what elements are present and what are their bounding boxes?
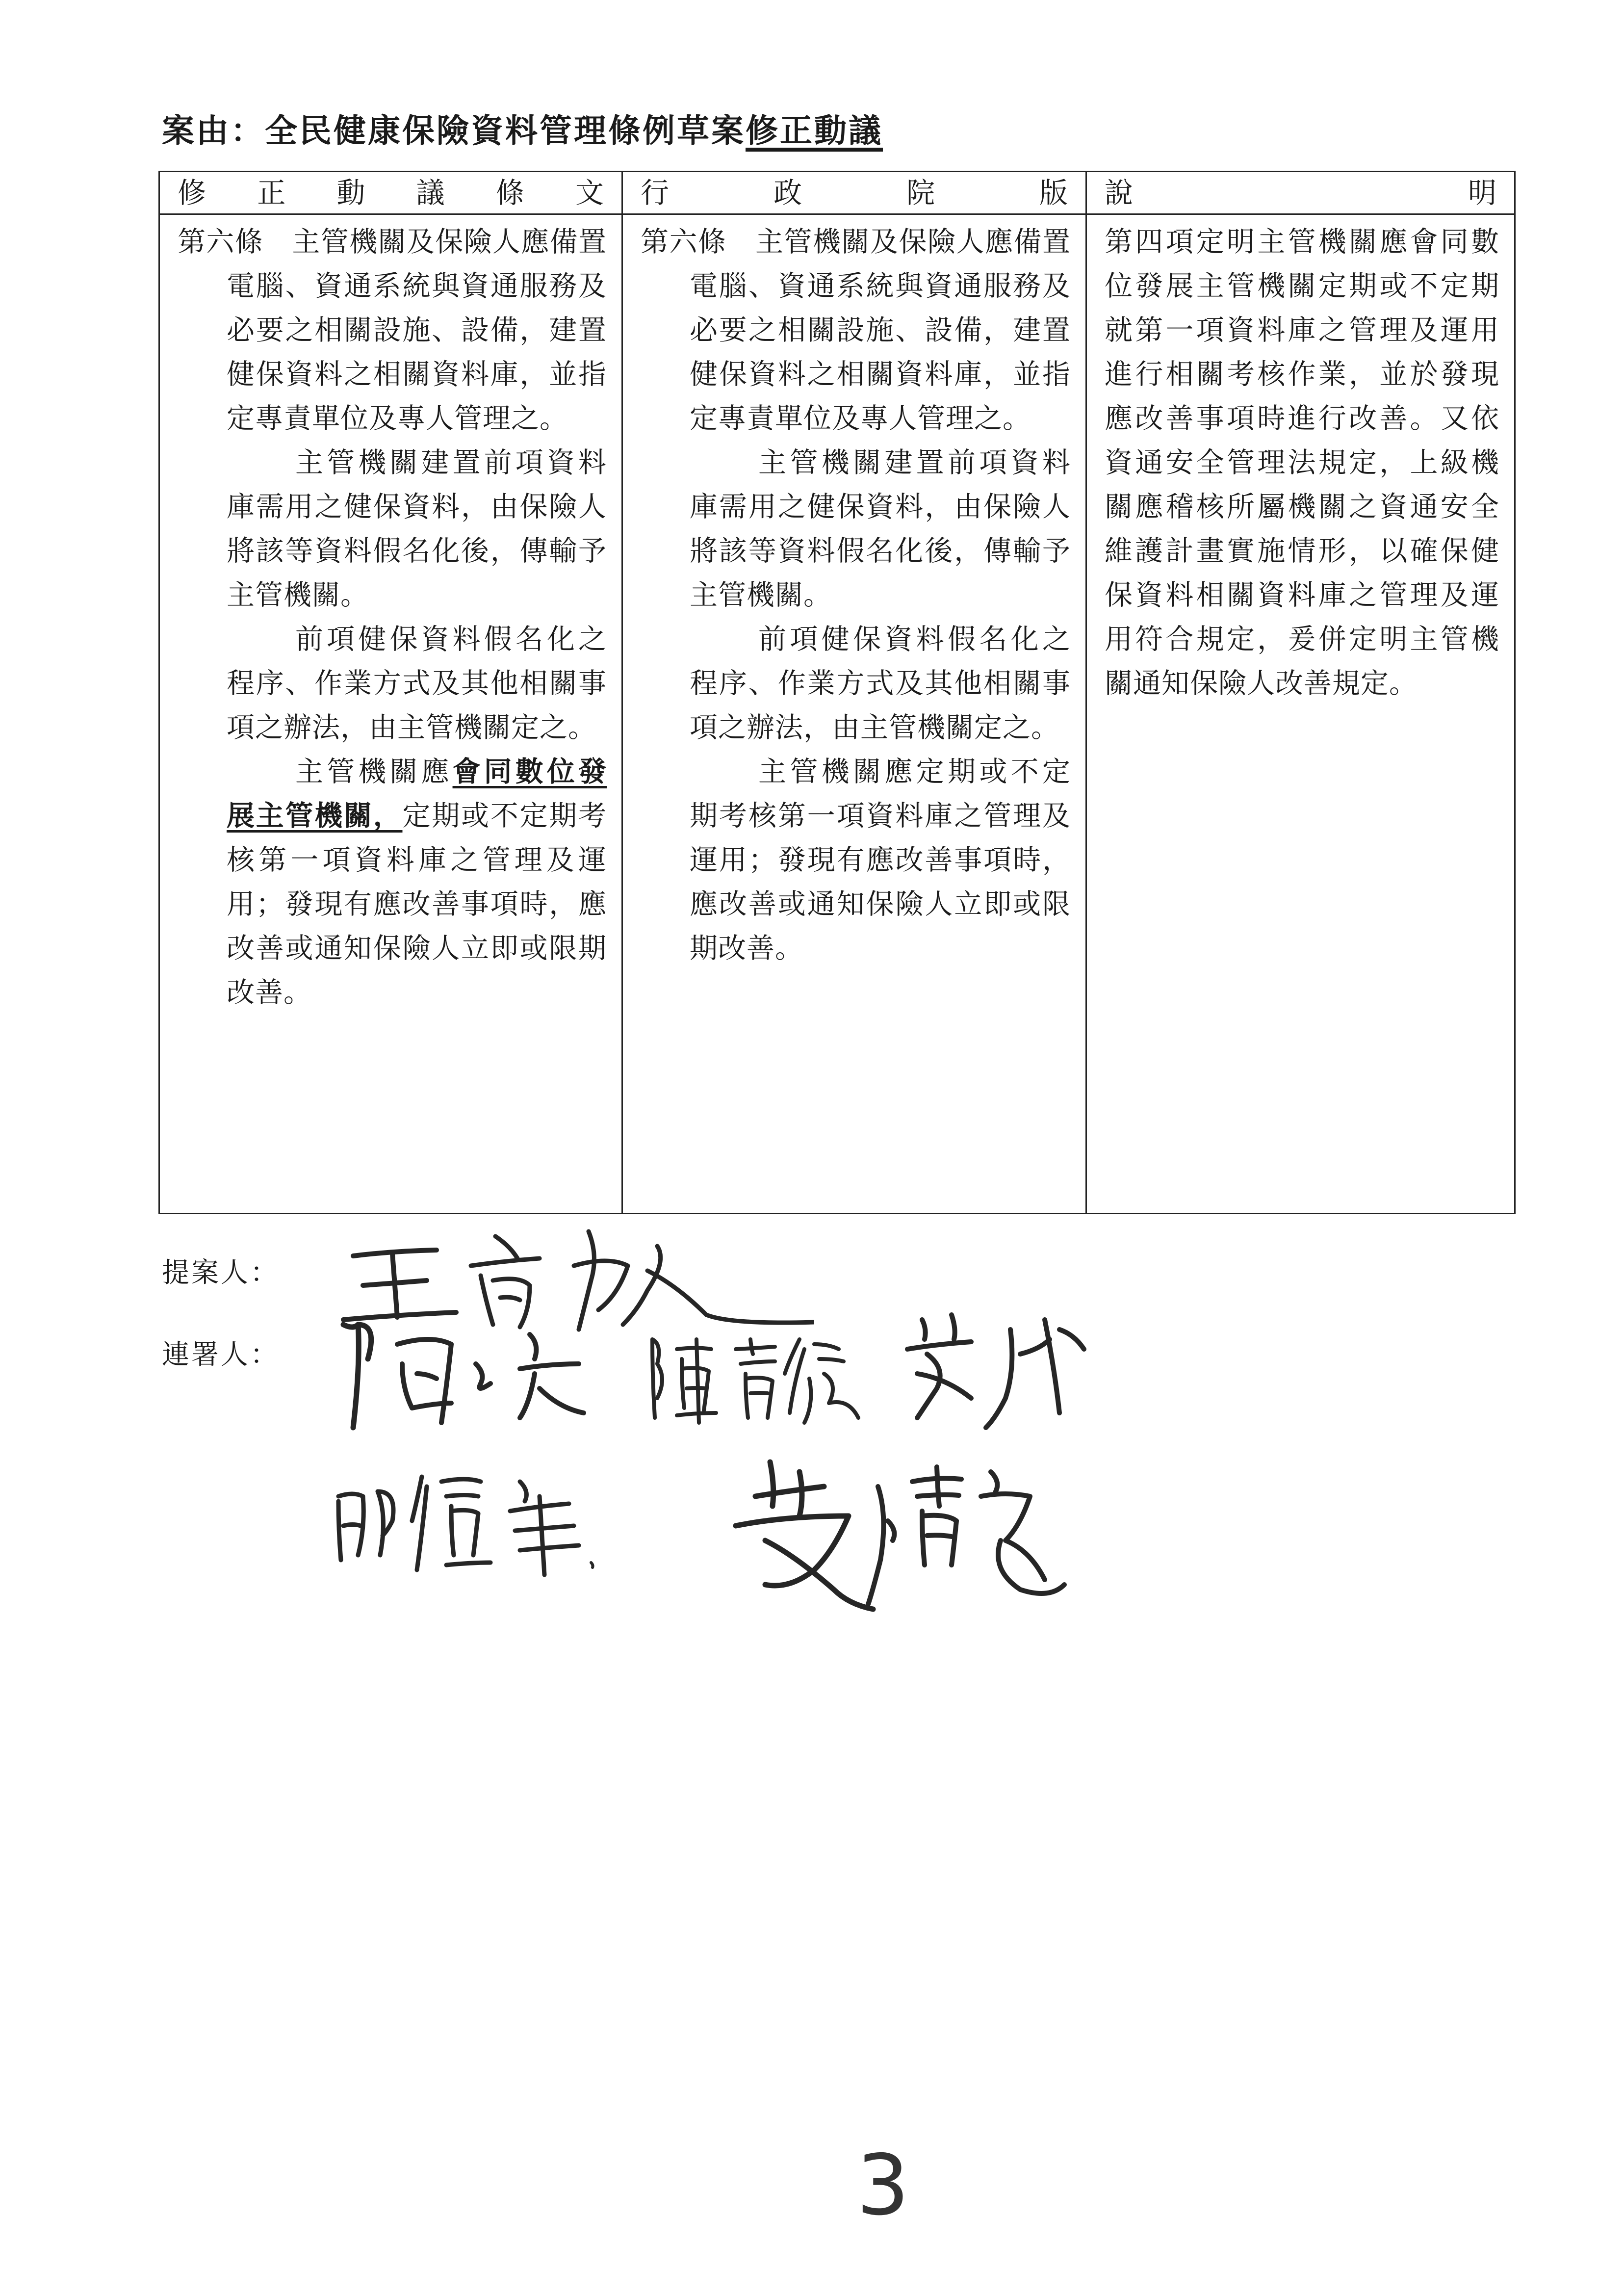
executive-cell xyxy=(622,214,1086,1214)
header-explanation: 說明 xyxy=(1086,172,1515,214)
amended-text: 會同數位發展主管機關， xyxy=(227,755,607,832)
amendment-paragraph-1: 第六條 主管機關及保險人應備置電腦、資通系統與資通服務及必要之相關設施、設備，建置健保資料之相關資料庫，並指定專責單位及專人管理之。 xyxy=(178,226,607,435)
table-body-row xyxy=(159,214,1515,1214)
executive-paragraph-1: 第六條 主管機關及保險人應備置電腦、資通系統與資通服務及必要之相關設施、設備，建置健保資料之相關資料庫，並指定專責單位及專人管理之。 xyxy=(641,226,1071,435)
explanation-paragraph: 第四項定明主管機關應會同數位發展主管機關定期或不定期就第一項資料庫之管理及運用進行相關考核作業，並於發現應改善事項時進行改善。又依資通安全管理法規定，上級機關應稽核所屬機關之資通安全維護計畫實施情形，以確保健保資料相關資料庫之管理及運用符合規定，爰併定明主管機關通知保險人改善規定。 xyxy=(1105,226,1499,700)
cosigner-signature-5 xyxy=(726,1442,1069,1629)
page-number: 3 xyxy=(856,2137,910,2234)
amendment-cell xyxy=(159,214,622,1214)
amendment-paragraph-2: 主管機關建置前項資料庫需用之健保資料，由保險人將該等資料假名化後，傳輸予主管機關。 xyxy=(227,446,607,611)
cosigner-signature-2 xyxy=(643,1320,878,1428)
cosigner-label: 連署人： xyxy=(162,1339,280,1371)
cosigner-signature-3 xyxy=(898,1300,1104,1437)
header-amendment: 修正動議條文 xyxy=(159,172,622,214)
title-highlight: 修正動議 xyxy=(746,112,883,150)
amendment-paragraph-4: 主管機關應會同數位發展主管機關，定期或不定期考核第一項資料庫之管理及運用；發現有應改善事項時，應改善或通知保險人立即或限期改善。 xyxy=(227,755,607,1009)
page-title: 案由：全民健康保險資料管理條例草案修正動議 xyxy=(162,112,883,150)
explanation-cell xyxy=(1086,214,1515,1214)
proposer-label: 提案人： xyxy=(162,1257,280,1289)
amendment-paragraph-3: 前項健保資料假名化之程序、作業方式及其他相關事項之辦法，由主管機關定之。 xyxy=(227,623,607,744)
amendment-table xyxy=(158,171,1516,1214)
executive-paragraph-3: 前項健保資料假名化之程序、作業方式及其他相關事項之辦法，由主管機關定之。 xyxy=(690,623,1071,744)
executive-paragraph-2: 主管機關建置前項資料庫需用之健保資料，由保險人將該等資料假名化後，傳輸予主管機關。 xyxy=(690,446,1071,611)
header-executive: 行政院版 xyxy=(622,172,1086,214)
executive-paragraph-4: 主管機關應定期或不定期考核第一項資料庫之管理及運用；發現有應改善事項時，應改善或通知保險人立即或限期改善。 xyxy=(690,756,1071,965)
cosigner-signature-1 xyxy=(324,1305,598,1442)
table-header-row xyxy=(159,172,1515,214)
cosigner-signature-4 xyxy=(324,1457,598,1585)
